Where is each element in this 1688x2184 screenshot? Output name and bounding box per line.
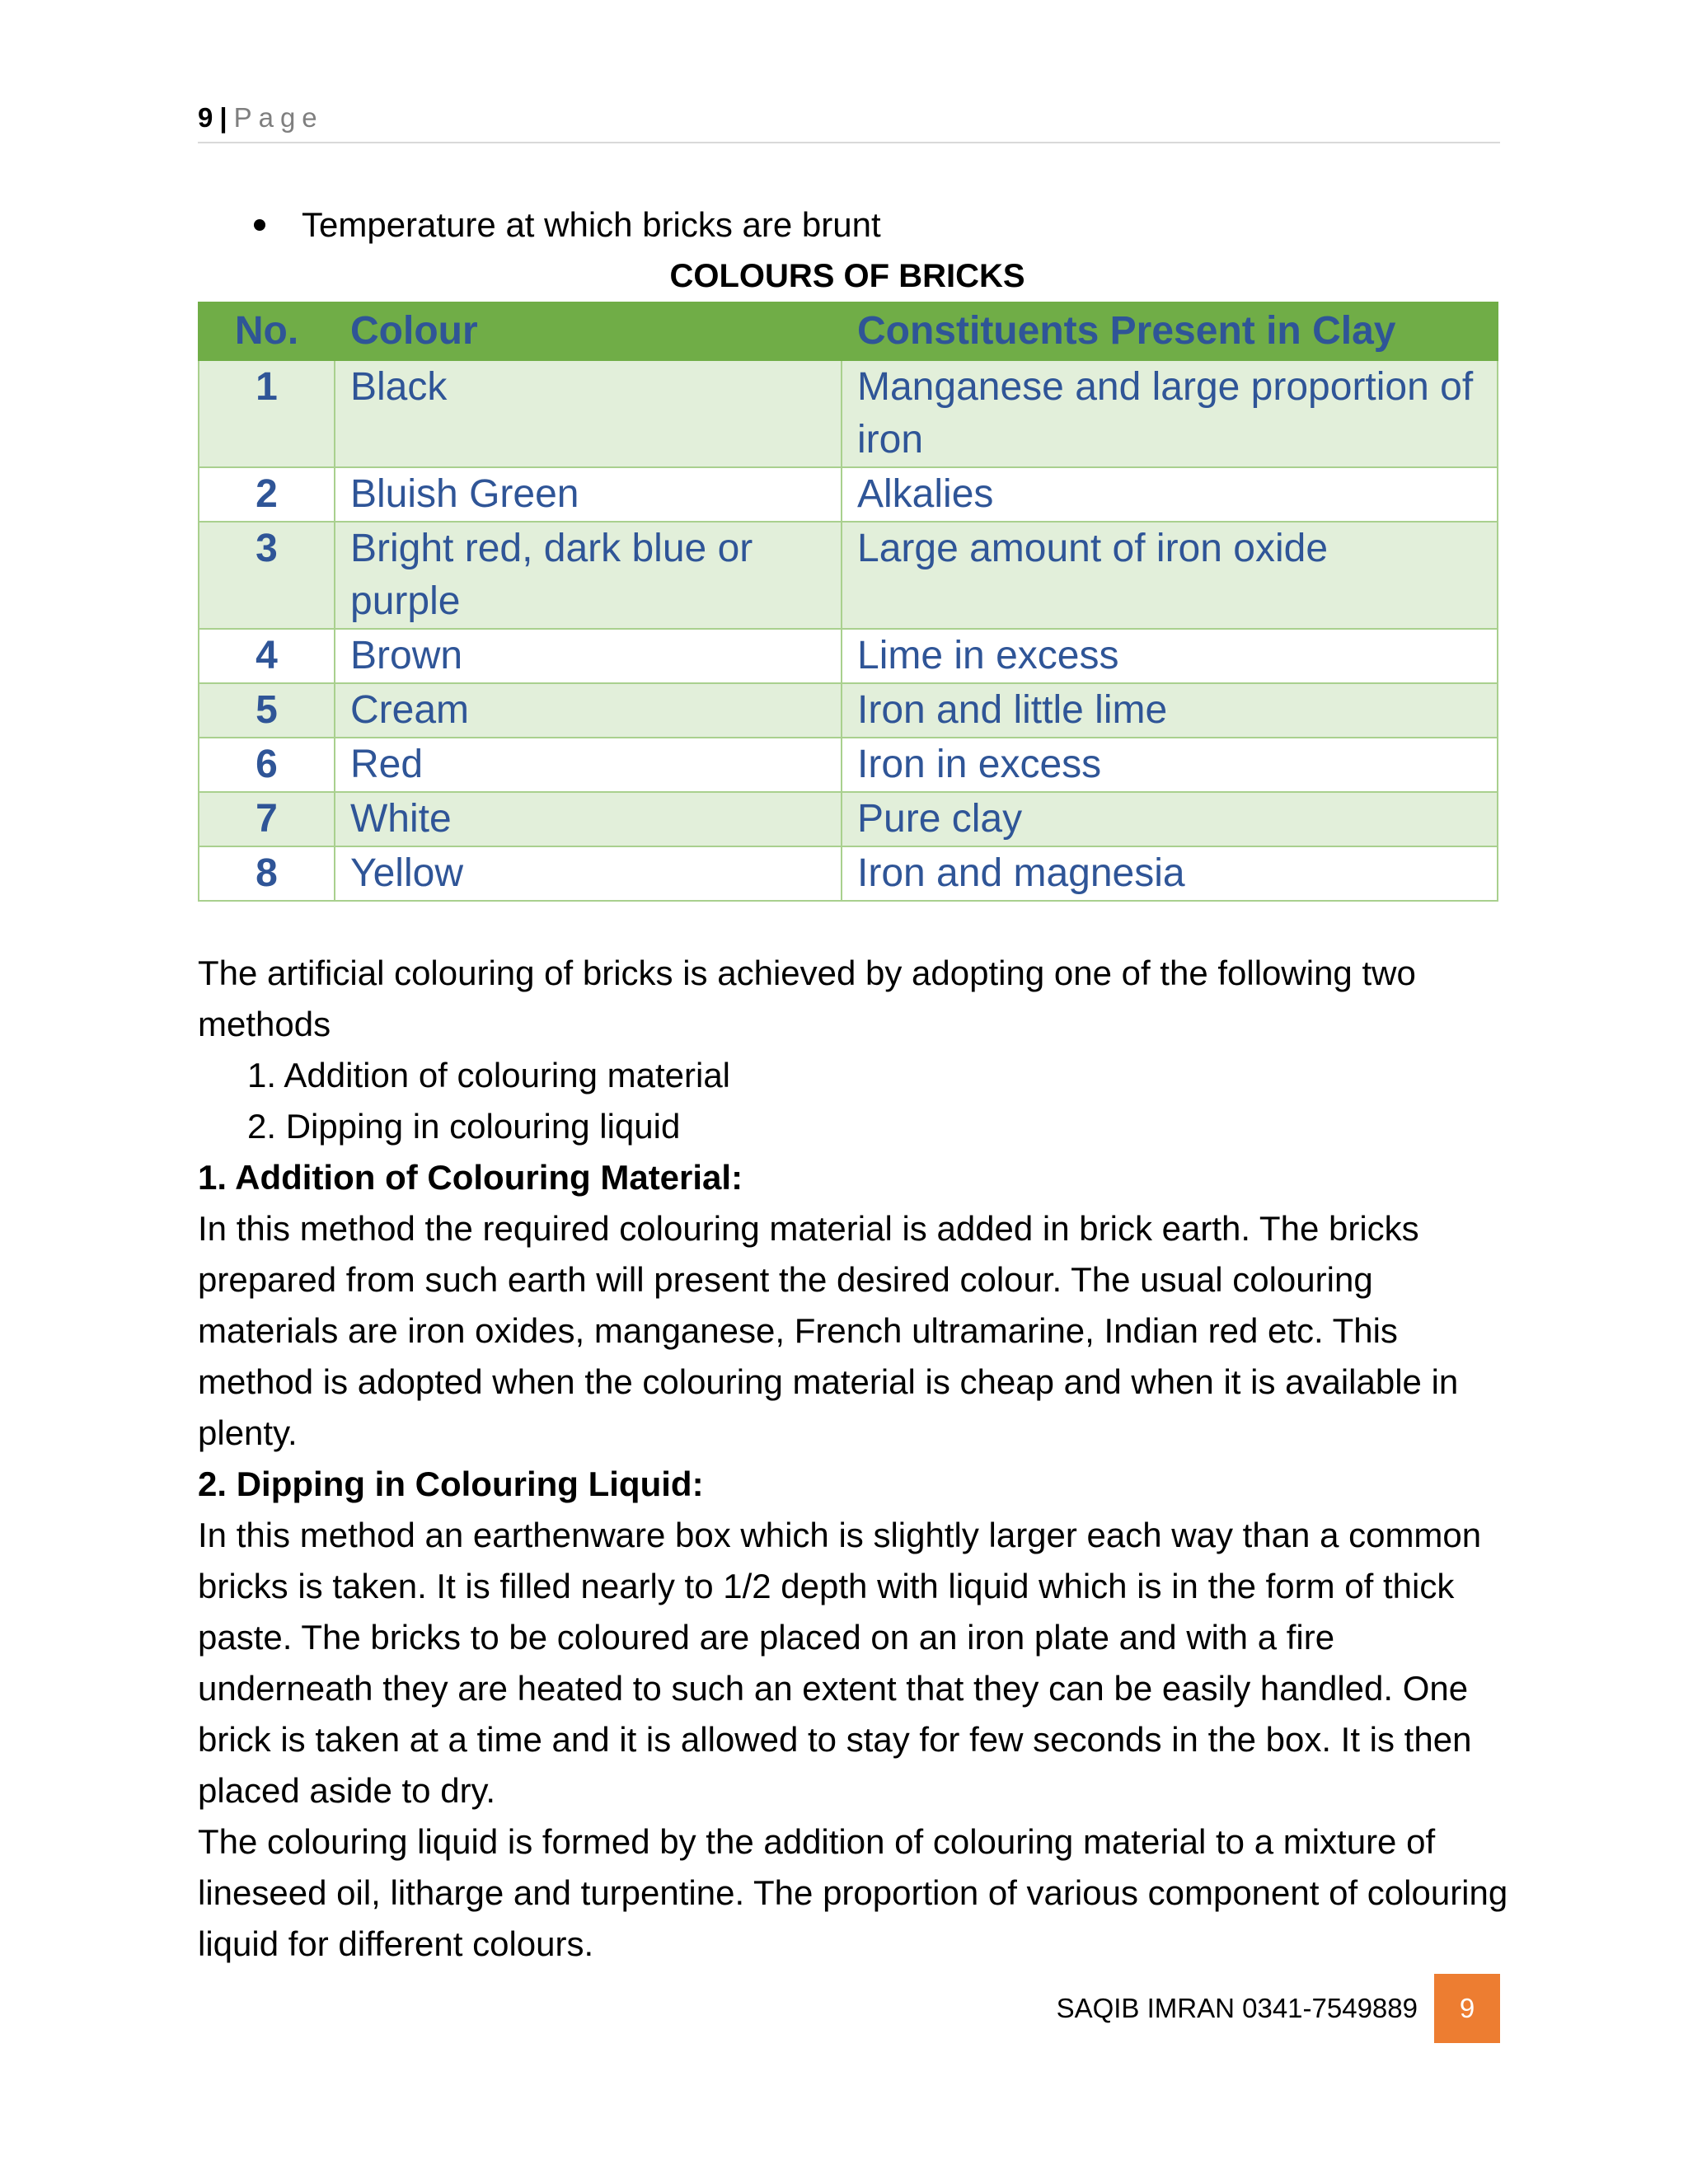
page-footer bbox=[907, 1974, 1500, 2043]
row-colour: Bright red, dark blue or purple bbox=[335, 522, 842, 629]
section-heading-dipping: 2. Dipping in Colouring Liquid: bbox=[198, 1465, 704, 1503]
header-page-label: Page bbox=[233, 102, 324, 133]
column-header-constituents: Constituents Present in Clay bbox=[842, 302, 1498, 360]
row-number: 4 bbox=[199, 629, 335, 683]
row-colour: Cream bbox=[335, 683, 842, 738]
table-row bbox=[199, 629, 1498, 683]
section-text-addition: In this method the required colouring material is added in brick earth. The bricks prepared from such earth will present the desired colour. The usual colouring materials are iron oxides, manganese, French ultramarine, Indian red etc. This method is adopted when the colouring material is cheap and when it is available in plenty. bbox=[198, 1209, 1459, 1452]
row-constituents: Large amount of iron oxide bbox=[842, 522, 1498, 629]
row-colour: Bluish Green bbox=[335, 467, 842, 522]
footer-author: SAQIB IMRAN 0341-7549889 bbox=[1056, 1993, 1418, 2023]
methods-list bbox=[198, 1050, 1517, 1152]
row-number: 6 bbox=[199, 738, 335, 792]
row-colour: Yellow bbox=[335, 846, 842, 901]
row-colour: Brown bbox=[335, 629, 842, 683]
section-heading-addition: 1. Addition of Colouring Material: bbox=[198, 1158, 743, 1197]
row-constituents: Pure clay bbox=[842, 792, 1498, 846]
row-number: 3 bbox=[199, 522, 335, 629]
body-text bbox=[198, 948, 1517, 1970]
row-colour: White bbox=[335, 792, 842, 846]
table-row bbox=[199, 738, 1498, 792]
page-header bbox=[198, 97, 1500, 143]
row-number: 7 bbox=[199, 792, 335, 846]
list-item: 2. Dipping in colouring liquid bbox=[247, 1107, 681, 1146]
table-row bbox=[199, 522, 1498, 629]
row-number: 8 bbox=[199, 846, 335, 901]
row-constituents: Lime in excess bbox=[842, 629, 1498, 683]
row-constituents: Manganese and large proportion of iron bbox=[842, 360, 1498, 467]
row-constituents: Iron and magnesia bbox=[842, 846, 1498, 901]
methods-intro: The artificial colouring of bricks is achieved by adopting one of the following two methods bbox=[198, 954, 1416, 1043]
table-row bbox=[199, 467, 1498, 522]
table-row bbox=[199, 360, 1498, 467]
table-row bbox=[199, 846, 1498, 901]
table-row bbox=[199, 683, 1498, 738]
bullet-icon bbox=[254, 219, 265, 231]
closing-paragraph: The colouring liquid is formed by the addition of colouring material to a mixture of lineseed oil, litharge and turpentine. The proportion of various component of colouring liquid for different colours. bbox=[198, 1822, 1508, 1963]
section-text-dipping: In this method an earthenware box which is slightly larger each way than a common bricks is taken. It is filled nearly to 1/2 depth with liquid which is in the form of thick paste. The bricks to be coloured are placed on an iron plate and with a fire underneath they are heated to such an extent that they can be easily handled. One brick is taken at a time and it is allowed to stay for few seconds in the box. It is then placed aside to dry. bbox=[198, 1516, 1482, 1810]
table-row bbox=[199, 792, 1498, 846]
column-header-no: No. bbox=[199, 302, 335, 360]
header-separator: | bbox=[219, 102, 227, 133]
intro-bullet bbox=[247, 202, 881, 248]
row-number: 1 bbox=[199, 360, 335, 467]
intro-bullet-text: Temperature at which bricks are brunt bbox=[302, 205, 881, 244]
list-item: 1. Addition of colouring material bbox=[247, 1056, 731, 1094]
row-constituents: Iron in excess bbox=[842, 738, 1498, 792]
row-number: 5 bbox=[199, 683, 335, 738]
table-title: COLOURS OF BRICKS bbox=[669, 258, 1025, 294]
row-number: 2 bbox=[199, 467, 335, 522]
column-header-colour: Colour bbox=[335, 302, 842, 360]
colours-table bbox=[198, 302, 1498, 902]
row-colour: Red bbox=[335, 738, 842, 792]
row-constituents: Iron and little lime bbox=[842, 683, 1498, 738]
table-header-row bbox=[199, 302, 1498, 360]
footer-page-number: 9 bbox=[1434, 1974, 1500, 2043]
row-colour: Black bbox=[335, 360, 842, 467]
row-constituents: Alkalies bbox=[842, 467, 1498, 522]
header-page-number: 9 bbox=[198, 102, 213, 133]
